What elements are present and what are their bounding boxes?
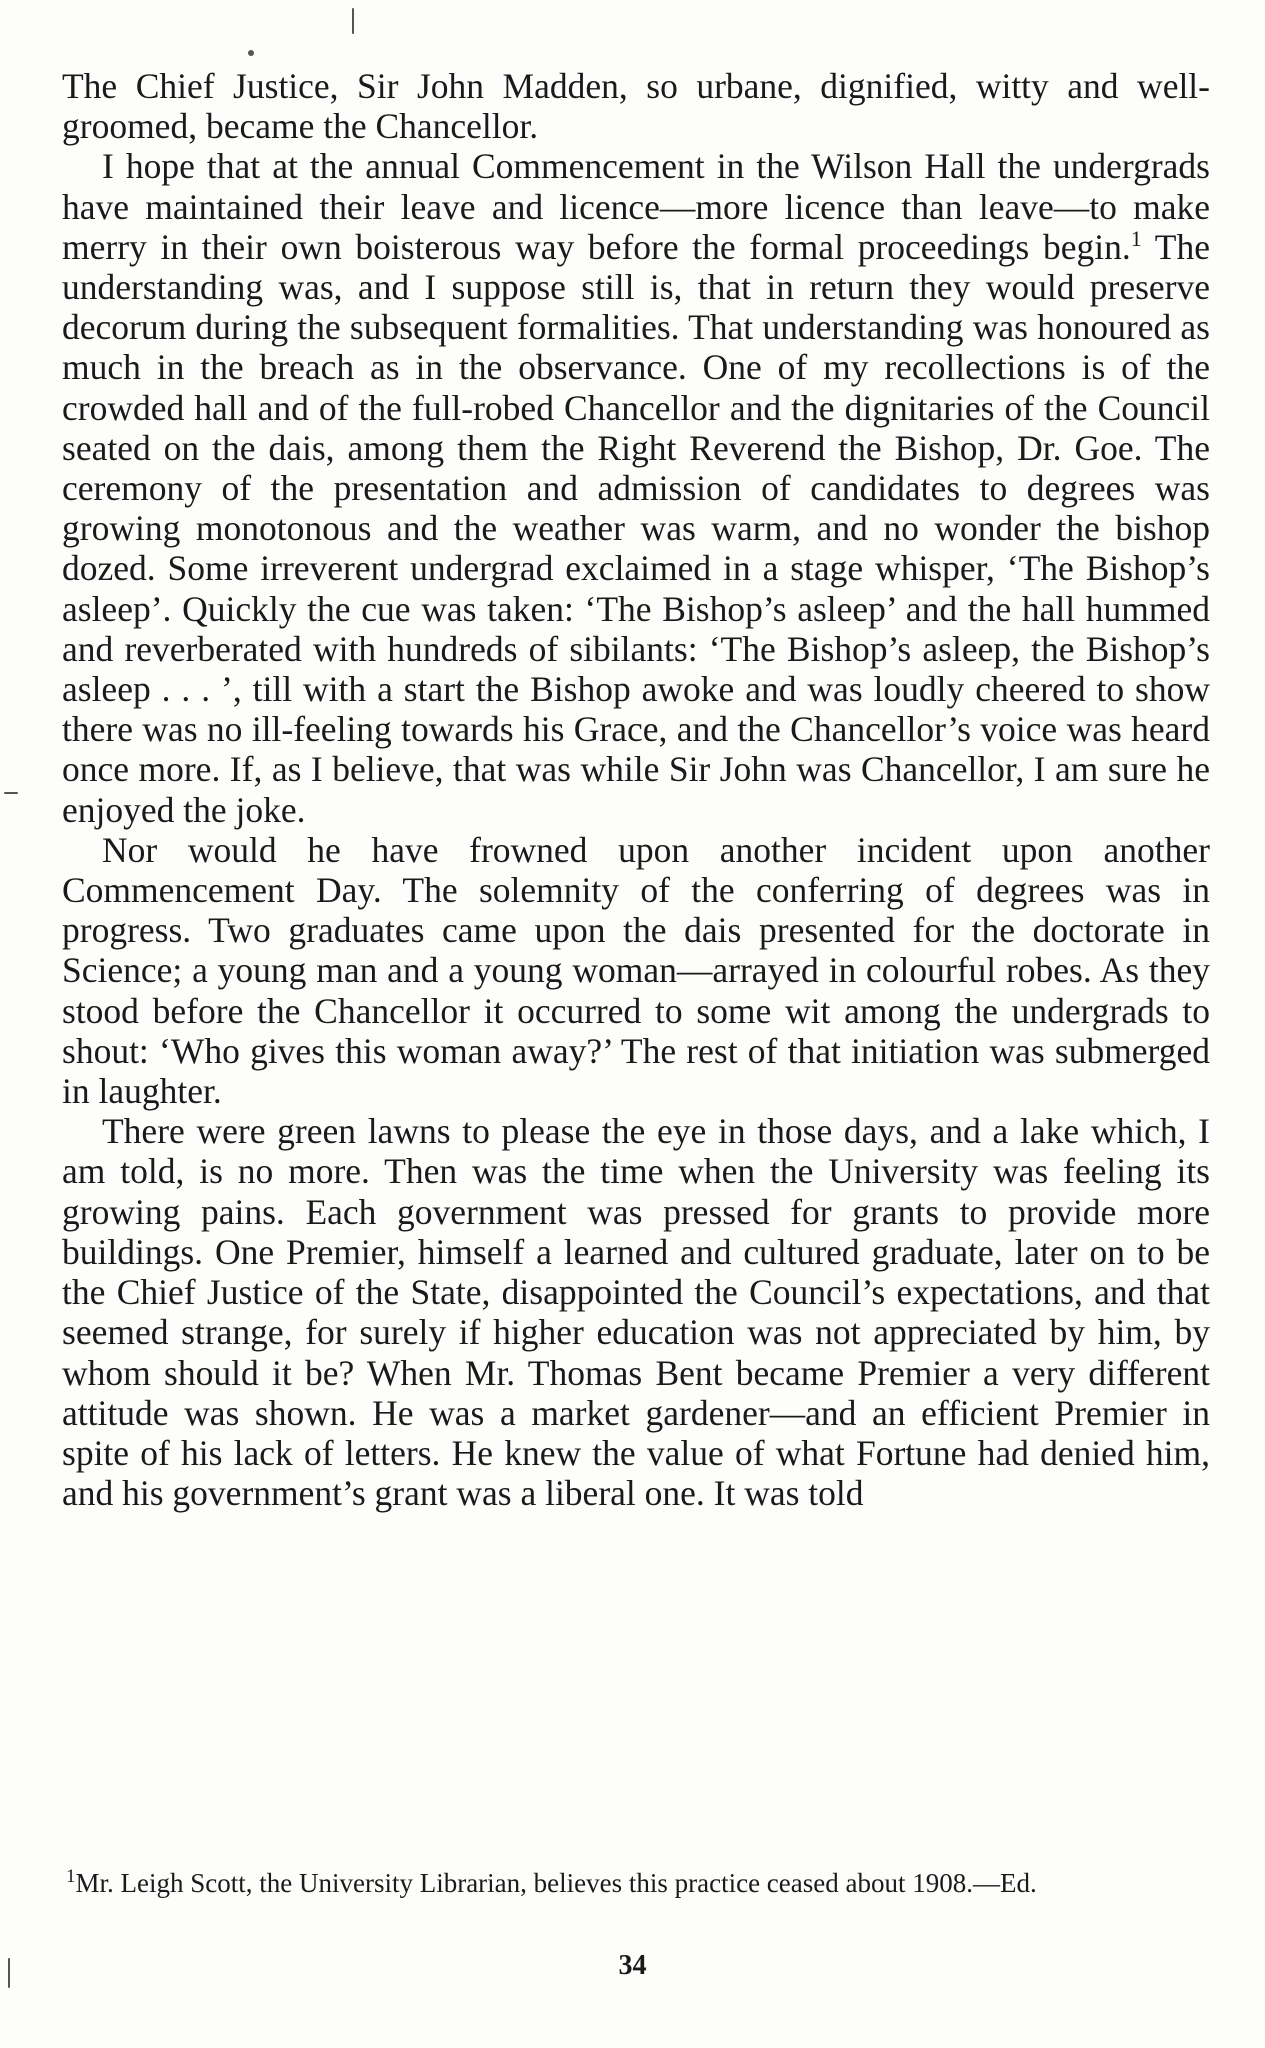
paragraph-text: There were green lawns to please the eye in those days, and a lake which, I am told, is no more. Then was the time when the University was feeling its growing pains. Each government was pressed for grants to provide more buildings. One Premier, himself a learned and cultured graduate, later on to be the Chief Justice of the State, disappointed the Council’s expectations, and that seemed strange, for surely if higher education was not appreciated by him, by whom should it be? When Mr. Thomas Bent became Premier a very different attitude was shown. He was a market gardener—and an efficient Premier in spite of his lack of letters. He knew the value of what Fortune had denied him, and his government’s grant was a liberal one. It was told [62, 1111, 1210, 1514]
footnote-mark: 1 [66, 1866, 76, 1887]
paragraph-text: The understanding was, and I suppose still is, that in return they would preserve decorum during the subsequent formalities. That understanding was honoured as much in the breach as in the observance. One of my recollections is of the crowded hall and of the full-robed Chancellor and the dignitaries of the Council seated on the dais, among them the Right Reverend the Bishop, Dr. Goe. The ceremony of the presentation and admission of candidates to degrees was growing monotonous and the weather was warm, and no wonder the bishop dozed. Some irreverent undergrad exclaimed in a stage whisper, ‘The Bishop’s asleep’. Quickly the cue was taken: ‘The Bishop’s asleep’ and the hall hummed and reverberated with hundreds of sibilants: ‘The Bishop’s asleep, the Bishop’s asleep . . . ’, till with a start the Bishop awoke and was loudly cheered to show there was no ill-feeling towards his Grace, and the Chancellor’s voice was heard once more. If, as I believe, that was while Sir John was Chancellor, I am sure he enjoyed the joke. [62, 226, 1210, 830]
scan-speck [352, 8, 354, 34]
paragraph-text: Nor would he have frowned upon another incident upon another Commencement Day. The solemnity of the conferring of degrees was in progress. Two graduates came upon the dais presented for the doctorate in Science; a young man and a young woman—arrayed in colourful robes. As they stood before the Chancellor it occurred to some wit among the undergrads to shout: ‘Who gives this woman away?’ The rest of that initiation was submerged in laughter. [62, 829, 1210, 1112]
scan-speck [4, 792, 18, 794]
footnote [66, 1868, 1206, 1898]
paragraph-text: The Chief Justice, Sir John Madden, so urbane, dignified, witty and well-groomed, became the Chancellor. [62, 66, 1210, 147]
footnote-text: Mr. Leigh Scott, the University Librarian, believes this practice ceased about 1908.—Ed. [75, 1868, 1037, 1898]
scan-speck [248, 50, 254, 56]
body-text [62, 66, 1210, 1513]
paragraph [62, 1111, 1210, 1513]
footnote-reference: 1 [1130, 225, 1142, 251]
page-number: 34 [618, 1950, 647, 1981]
paragraph [62, 146, 1210, 829]
paragraph [62, 830, 1210, 1111]
paragraph [62, 66, 1210, 146]
paragraph-text: I hope that at the annual Commencement in the Wilson Hall the undergrads have maintained their leave and licence—more licence than leave—to make merry in their own boisterous way before the formal proceedings begin. [62, 146, 1210, 267]
